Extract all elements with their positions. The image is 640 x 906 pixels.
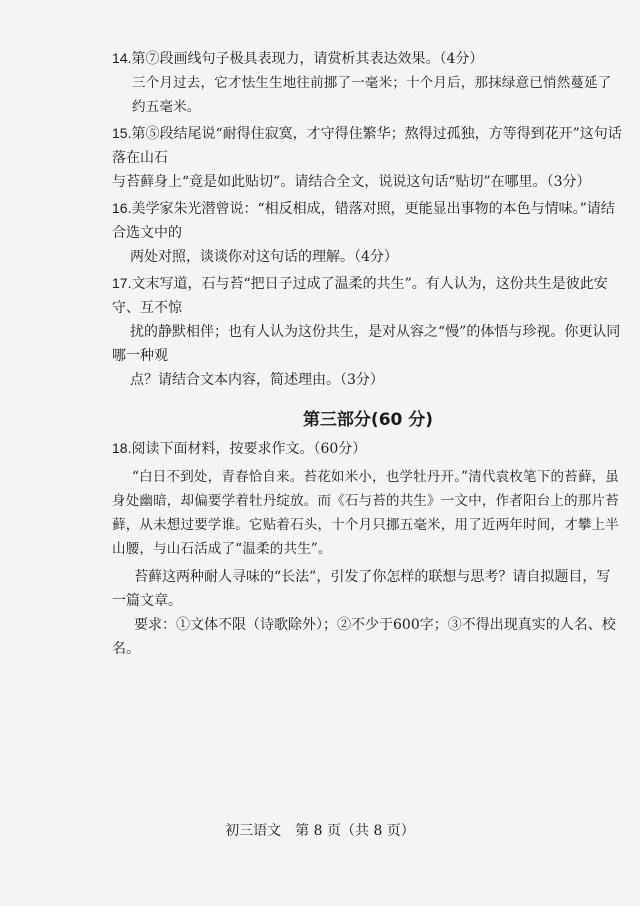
writing-prompt: 苔藓这两种耐人寻味的“长法”，引发了你怎样的联想与思考？请自拟题目，写一篇文章。: [112, 569, 611, 609]
question-text: 与苔藓身上“竟是如此贴切”。请结合全文，说说这句话“贴切”在哪里。（3分）: [112, 174, 591, 190]
question-number: 16.: [112, 200, 132, 216]
writing-material: “白日不到处，青春恰自来。苔花如米小，也学牡丹开。”清代袁枚笔下的苔藓，虽身处幽暗，却偏要学着牡丹绽放。而《石与苔的共生》一文中，作者阳台上的那片苔藓，从未想过要学谁。它贴着石头，十个月只挪五毫米，用了近两年时间，才攀上半山腰，与山石活成了“温柔的共生”。: [112, 469, 619, 557]
question-text: 文末写道，石与苔“把日子过成了温柔的共生”。有人认为，这份共生是彼此安守、互不惊: [112, 276, 608, 316]
question-17-continued: [112, 320, 624, 368]
question-15: [112, 121, 624, 170]
question-number: 14.: [112, 50, 132, 66]
question-text: 扰的静默相伴；也有人认为这份共生，是对从容之“慢”的体悟与珍视。你更认同哪一种观: [112, 324, 621, 364]
question-17: [112, 271, 624, 320]
question-number: 17.: [112, 275, 132, 291]
underlined-sentence-quote: 三个月过去，它才怯生生地往前挪了一毫米；十个月后，那抹绿意已悄然蔓延了约五毫米。: [132, 75, 612, 115]
question-text: 第⑤段结尾说“耐得住寂寞，才守得住繁华；熬得过孤独，方等得到花开”这句话落在山石: [112, 126, 622, 166]
writing-requirements: 要求：①文体不限（诗歌除外）；②不少于600字；③不得出现真实的人名、校名。: [112, 617, 616, 657]
question-17-continued: [112, 368, 624, 392]
question-text: 美学家朱光潜曾说：“相反相成，错落对照，更能显出事物的本色与情味。”请结合选文中的: [112, 201, 615, 241]
question-text: 点？请结合文本内容，简述理由。（3分）: [130, 372, 384, 388]
question-18: [112, 436, 624, 461]
question-text: 第⑦段画线句子极具表现力，请赏析其表达效果。（4分）: [131, 51, 484, 67]
question-text: 两处对照，谈谈你对这句话的理解。（4分）: [130, 249, 398, 265]
question-number: 18.: [112, 440, 132, 456]
question-14: [112, 46, 624, 71]
page-content: [112, 46, 624, 661]
section-title: 第三部分(60 分): [302, 410, 434, 430]
question-16: [112, 196, 624, 245]
page-footer: 初三语文 第 8 页（共 8 页）: [225, 823, 415, 839]
question-number: 15.: [112, 125, 132, 141]
question-text: 阅读下面材料，按要求作文。（60分）: [131, 441, 367, 457]
question-15-continued: [112, 170, 624, 194]
question-16-continued: [112, 245, 624, 269]
